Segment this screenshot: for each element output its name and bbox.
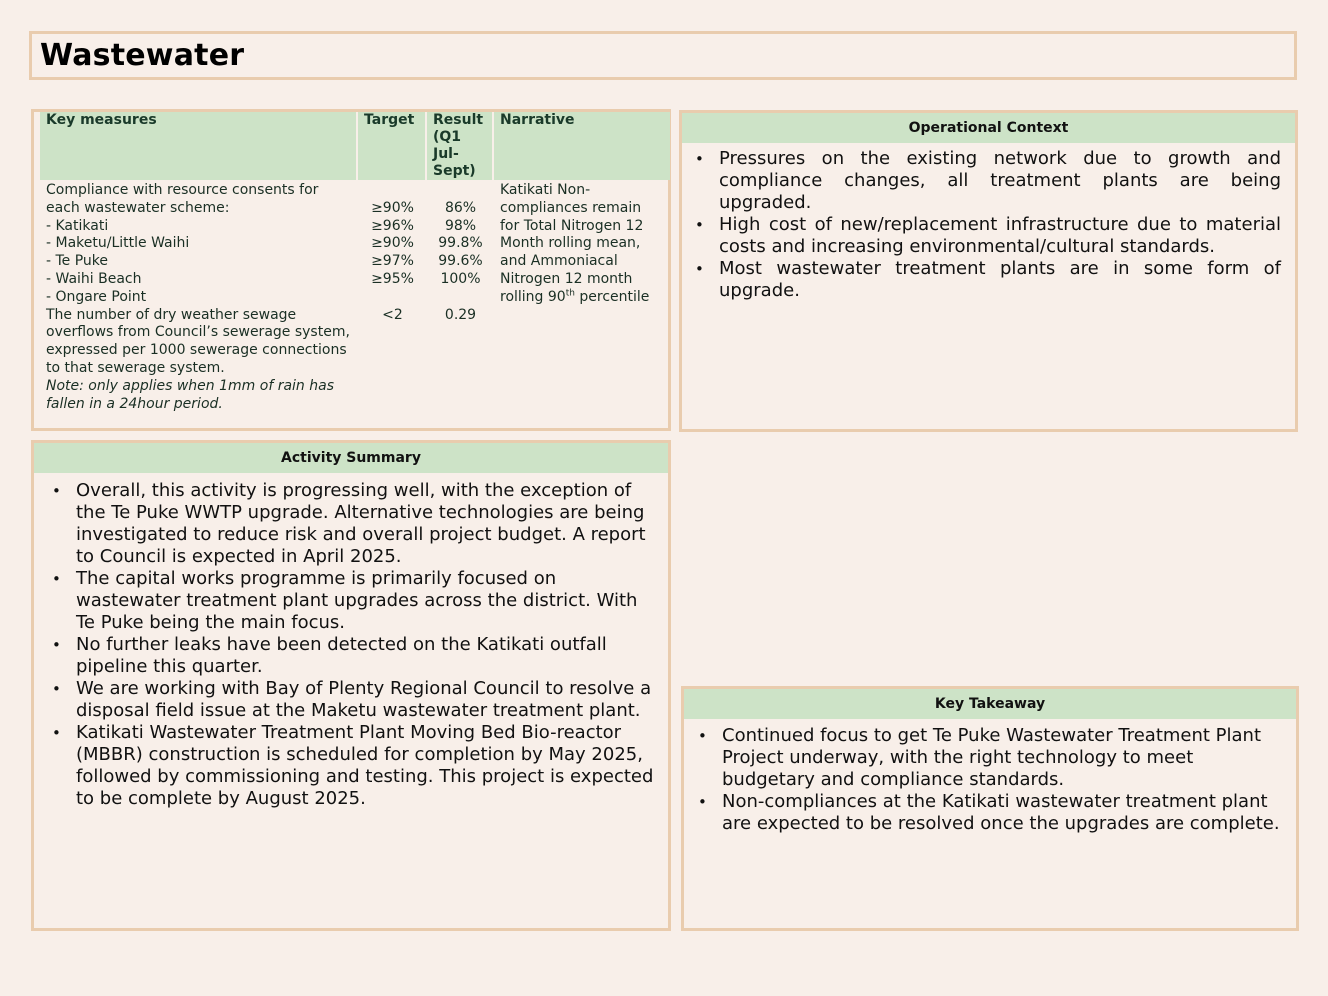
scheme-target: ≥90% — [371, 235, 414, 252]
list-item: • Non-compliances at the Katikati wastewater treatment plant are expected to be resolved once the upgrades are complete. — [722, 791, 1282, 835]
key-takeaway-panel — [681, 686, 1299, 931]
list-item: • We are working with Bay of Plenty Regional Council to resolve a disposal field issue at the Maketu wastewater treatment plant. — [76, 678, 654, 722]
key-measures-table — [40, 112, 670, 413]
scheme-name: - Ongare Point — [46, 288, 147, 305]
key-measures-panel — [31, 109, 671, 431]
compliance-measure-cell — [40, 180, 358, 307]
narrative-superscript: th — [565, 288, 575, 299]
list-item: • Katikati Wastewater Treatment Plant Moving Bed Bio-reactor (MBBR) construction is scheduled for completion by May 2025, followed by commissioning and testing. This project is expected to be complete by August 2025. — [76, 722, 654, 810]
overflow-measure-cell — [40, 307, 358, 414]
table-row — [40, 307, 670, 414]
scheme-name: - Te Puke — [46, 253, 109, 270]
operational-context-list — [682, 143, 1295, 302]
title-box — [29, 31, 1297, 80]
list-item: • Continued focus to get Te Puke Wastewater Treatment Plant Project underway, with the right technology to meet budgetary and compliance standards. — [722, 725, 1282, 791]
header-narrative: Narrative — [494, 112, 670, 180]
scheme-target: ≥97% — [371, 253, 414, 270]
scheme-result: 99.8% — [438, 235, 483, 252]
list-item: • Pressures on the existing network due to growth and compliance changes, all treatment plants are being upgraded. — [719, 148, 1281, 214]
table-row — [40, 180, 670, 307]
header-target: Target — [358, 112, 427, 180]
overflow-note: Note: only applies when 1mm of rain has fallen in a 24hour period. — [46, 377, 334, 412]
scheme-result: 99.6% — [438, 253, 483, 270]
key-takeaway-list — [684, 719, 1296, 835]
operational-context-panel — [679, 110, 1298, 432]
compliance-label: Compliance with resource consents for each wastewater scheme: — [46, 182, 319, 216]
scheme-result: 98% — [444, 217, 477, 234]
overflow-label: The number of dry weather sewage overflows from Council’s sewerage system, expressed per 1000 sewerage connections to that sewerage system. — [46, 306, 350, 376]
key-takeaway-title: Key Takeaway — [684, 689, 1296, 719]
narrative-text-end: percentile — [574, 288, 650, 305]
compliance-target-cell — [358, 180, 427, 307]
scheme-target: ≥95% — [371, 270, 414, 287]
list-item: • Most wastewater treatment plants are in some form of upgrade. — [719, 258, 1281, 302]
scheme-target: ≥90% — [371, 199, 414, 216]
table-header-row — [40, 112, 670, 180]
activity-summary-list — [34, 473, 668, 810]
list-item: • No further leaks have been detected on the Katikati outfall pipeline this quarter. — [76, 634, 654, 678]
scheme-result: 100% — [440, 270, 481, 287]
page-title: Wastewater — [40, 38, 245, 73]
operational-context-title: Operational Context — [682, 113, 1295, 143]
overflow-narrative-cell — [494, 307, 670, 414]
overflow-target-cell: <2 — [382, 306, 403, 323]
compliance-result-cell — [427, 180, 494, 307]
list-item: • The capital works programme is primarily focused on wastewater treatment plant upgrades across the district. With Te Puke being the main focus. — [76, 568, 654, 634]
scheme-name: - Maketu/Little Waihi — [46, 235, 190, 252]
list-item: • High cost of new/replacement infrastructure due to material costs and increasing environmental/cultural standards. — [719, 214, 1281, 258]
activity-summary-title: Activity Summary — [34, 443, 668, 473]
activity-summary-panel — [31, 440, 671, 931]
header-key-measures: Key measures — [40, 112, 358, 180]
scheme-name: - Waihi Beach — [46, 270, 142, 287]
list-item: • Overall, this activity is progressing well, with the exception of the Te Puke WWTP upgrade. Alternative technologies are being investigated to reduce risk and overall project budget. A report to Council is expected in April 2025. — [76, 480, 654, 568]
narrative-text: Katikati Non-compliances remain for Total Nitrogen 12 Month rolling mean, and Ammoniacal Nitrogen 12 month rolling 90 — [500, 182, 644, 305]
header-result: Result (Q1 Jul-Sept) — [427, 112, 494, 180]
compliance-narrative-cell — [494, 180, 670, 307]
scheme-result: 86% — [444, 199, 477, 216]
overflow-result-cell: 0.29 — [444, 306, 477, 323]
scheme-target: ≥96% — [371, 217, 414, 234]
scheme-name: - Katikati — [46, 217, 109, 234]
